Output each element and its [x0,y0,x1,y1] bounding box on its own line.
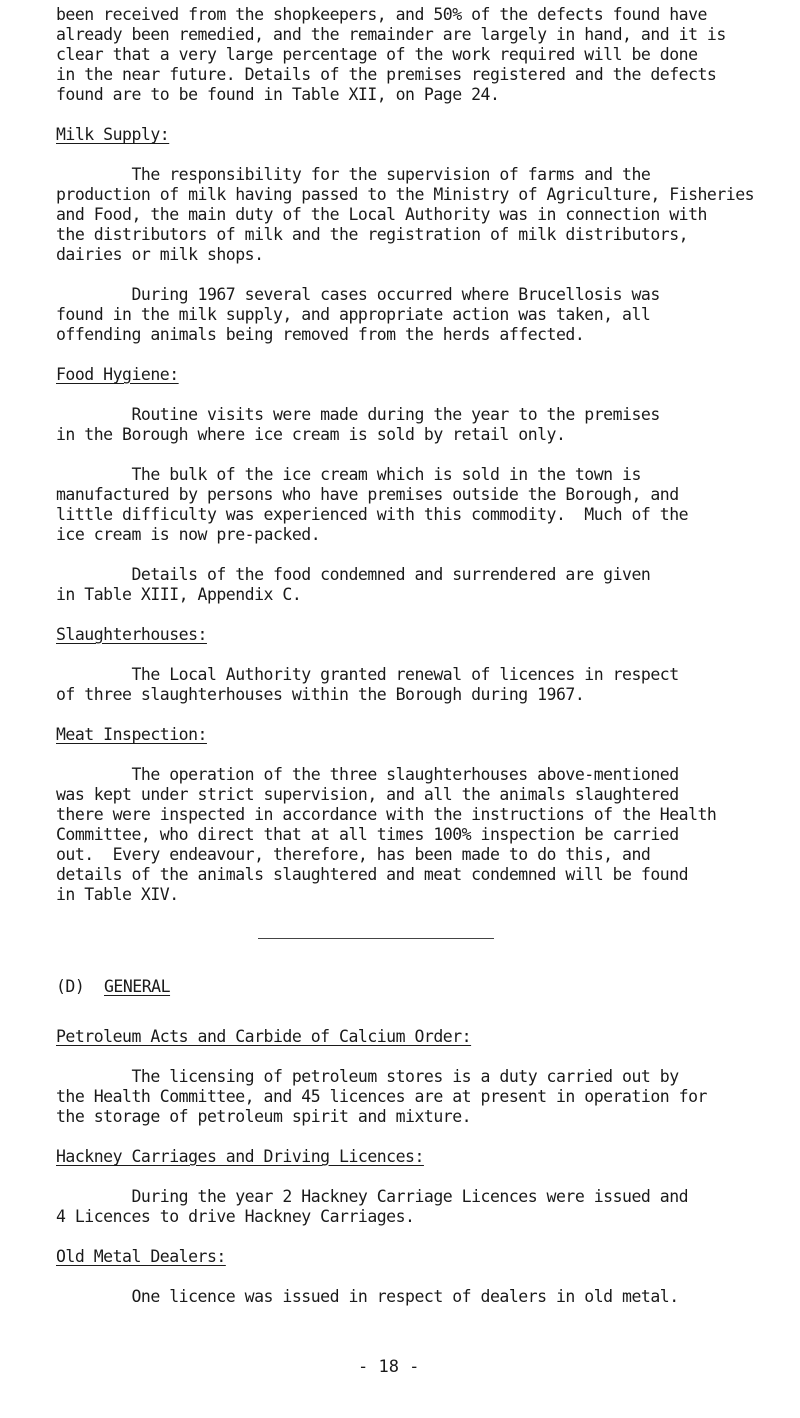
slaughterhouses-heading: Slaughterhouses: [56,625,207,644]
paragraph-line: was kept under strict supervision, and all the animals slaughtered [56,785,679,804]
paragraph-line: One licence was issued in respect of dealers in old metal. [56,1287,679,1306]
paragraph-line: out. Every endeavour, therefore, has been made to do this, and [56,845,651,864]
paragraph-line: Committee, who direct that at all times 100% inspection be carried [56,825,679,844]
general-heading: GENERAL [104,977,171,996]
paragraph-line: details of the animals slaughtered and meat condemned will be found [56,865,689,884]
paragraph-line: and Food, the main duty of the Local Authority was in connection with [56,205,707,224]
paragraph-line: The responsibility for the supervision of farms and the [56,165,651,184]
intro-line: been received from the shopkeepers, and 50% of the defects found have [56,5,707,24]
paragraph-line: 4 Licences to drive Hackney Carriages. [56,1207,415,1226]
food-hygiene-heading: Food Hygiene: [56,365,179,384]
paragraph-line: During the year 2 Hackney Carriage Licences were issued and [56,1187,689,1206]
intro-line: found are to be found in Table XII, on Page 24. [56,85,500,104]
paragraph-line: the Health Committee, and 45 licences are at present in operation for [56,1087,707,1106]
paragraph-line: The bulk of the ice cream which is sold in the town is [56,465,641,484]
paragraph-line: offending animals being removed from the herds affected. [56,325,585,344]
paragraph-line: in Table XIII, Appendix C. [56,585,302,604]
paragraph-line: found in the milk supply, and appropriate action was taken, all [56,305,651,324]
paragraph-line: The operation of the three slaughterhouses above-mentioned [56,765,679,784]
paragraph-line: little difficulty was experienced with this commodity. Much of the [56,505,689,524]
paragraph-line: ice cream is now pre-packed. [56,525,321,544]
paragraph-line: the storage of petroleum spirit and mixture. [56,1107,472,1126]
paragraph-line: Routine visits were made during the year to the premises [56,405,660,424]
paragraph-line: Details of the food condemned and surrendered are given [56,565,651,584]
meat-inspection-heading: Meat Inspection: [56,725,207,744]
paragraph-line: there were inspected in accordance with the instructions of the Health [56,805,717,824]
paragraph-line: The licensing of petroleum stores is a duty carried out by [56,1067,679,1086]
paragraph-line: manufactured by persons who have premises outside the Borough, and [56,485,679,504]
intro-line: in the near future. Details of the premises registered and the defects [56,65,717,84]
paragraph-line: in the Borough where ice cream is sold by retail only. [56,425,566,444]
paragraph-line: The Local Authority granted renewal of licences in respect [56,665,679,684]
paragraph-line: in Table XIV. [56,885,179,904]
paragraph-line: of three slaughterhouses within the Borough during 1967. [56,685,585,704]
paragraph-line: During 1967 several cases occurred where Brucellosis was [56,285,660,304]
section-divider [258,938,494,939]
hackney-heading: Hackney Carriages and Driving Licences: [56,1147,424,1166]
old-metal-heading: Old Metal Dealers: [56,1247,226,1266]
paragraph-line: the distributors of milk and the registration of milk distributors, [56,225,689,244]
section-label: (D) [56,977,85,996]
paragraph-line: production of milk having passed to the Ministry of Agriculture, Fisheries [56,185,755,204]
page-number: - 18 - [358,1357,420,1377]
milk-supply-heading: Milk Supply: [56,125,170,144]
intro-line: already been remedied, and the remainder are largely in hand, and it is [56,25,726,44]
intro-line: clear that a very large percentage of the work required will be done [56,45,698,64]
paragraph-line: dairies or milk shops. [56,245,264,264]
petroleum-heading: Petroleum Acts and Carbide of Calcium Order: [56,1027,472,1046]
